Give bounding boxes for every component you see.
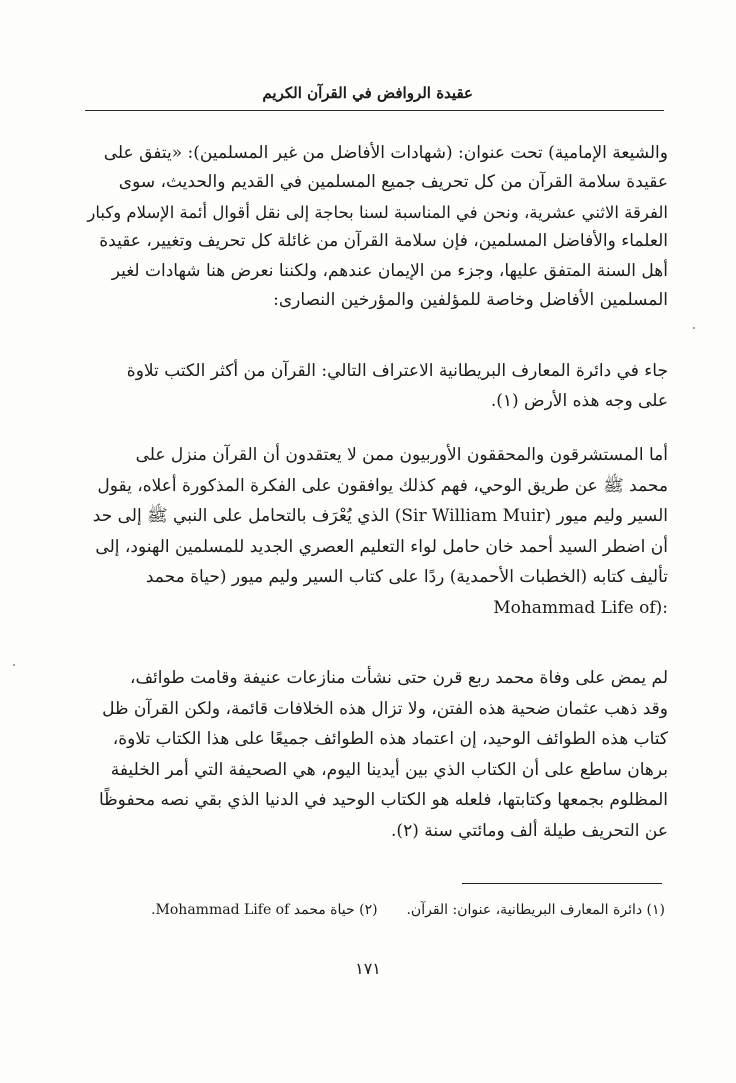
text-line: وقد ذهب عثمان ضحية هذه الفتن، ولا تزال هذه الخلافات قائمة، ولكن القرآن ظل	[102, 698, 668, 719]
text-line: والشيعة الإمامية) تحت عنوان: (شهادات الأفاضل من غير المسلمين): «يتفق على	[103, 143, 668, 163]
scan-speck	[693, 327, 695, 329]
text-line: تأليف كتابه (الخطبات الأحمدية) ردًا على كتاب السير وليم ميور (حياة محمد	[145, 567, 668, 587]
page-number: ١٧١	[355, 959, 381, 978]
text-line: كتاب هذه الطوائف الوحيد، إن اعتماد هذه الطوائف جميعًا على هذا الكتاب تلاوة،	[112, 729, 668, 749]
text-line: أن اضطر السيد أحمد خان حامل لواء التعليم العصري الجديد للمسلمين الهنود، إلى	[95, 536, 668, 557]
paragraph-2	[78, 356, 668, 416]
text-line: أهل السنة المتفق عليها، وجزء من الإيمان عندهم، ولكننا نعرض هنا شهادات لغير	[111, 260, 668, 281]
text-line: لم يمض على وفاة محمد ربع قرن حتى نشأت منازعات عنيفة وقامت طوائف،	[129, 668, 668, 688]
text-line: عقيدة سلامة القرآن من كل تحريف جميع المسلمين في القديم والحديث، سوى	[118, 172, 668, 193]
text-line: برهان ساطع على أن الكتاب الذي بين أيدينا اليوم، هي الصحيفة التي أمر الخليفة	[110, 759, 668, 780]
footnotes	[100, 902, 665, 918]
footnote-1: (١) دائرة المعارف البريطانية، عنوان: القرآن.	[406, 902, 665, 918]
footnote-2: (٢) حياة محمد Mohammad Life of.	[151, 902, 378, 918]
text-line: أما المستشرقون والمحققون الأوربيون ممن لا يعتقدون أن القرآن منزل على	[135, 445, 668, 465]
text-line: عن التحريف طيلة ألف ومائتي سنة (٢).	[391, 820, 668, 841]
text-line: الفرقة الاثني عشرية، ونحن في المناسبة لسنا بحاجة إلى نقل أقوال أئمة الإسلام وكبار	[87, 202, 668, 222]
paragraph-1	[78, 139, 668, 315]
header-divider	[85, 110, 664, 111]
text-line: محمد ﷺ عن طريق الوحي، فهم كذلك يوافقون على الفكرة المذكورة أعلاه، يقول	[97, 475, 668, 496]
text-line: المظلوم بجمعها وكتابتها، فلعله هو الكتاب الوحيد في الدنيا الذي بقي نصه محفوظًا	[98, 790, 668, 810]
text-line: على وجه هذه الأرض (١).	[490, 391, 668, 411]
paragraph-3	[78, 440, 668, 623]
text-line: جاء في دائرة المعارف البريطانية الاعتراف التالي: القرآن من أكثر الكتب تلاوة	[126, 361, 668, 381]
text-line: المسلمين الأفاضل وخاصة للمؤلفين والمؤرخين النصارى:	[273, 290, 668, 311]
text-line: العلماء والأفاضل المسلمين، فإن سلامة القرآن من غائلة كل تحريف وتغيير، عقيدة	[99, 231, 668, 252]
footnote-divider	[462, 883, 662, 884]
text-line: السير وليم ميور (Sir William Muir) الذي يُعْرَف بالتحامل على النبي ﷺ إلى حد	[92, 506, 668, 526]
running-header: عقيدة الروافض في القرآن الكريم	[262, 84, 473, 102]
paragraph-4	[78, 663, 668, 846]
text-line: :(Mohammad Life of	[493, 597, 668, 618]
scan-speck	[13, 664, 15, 666]
